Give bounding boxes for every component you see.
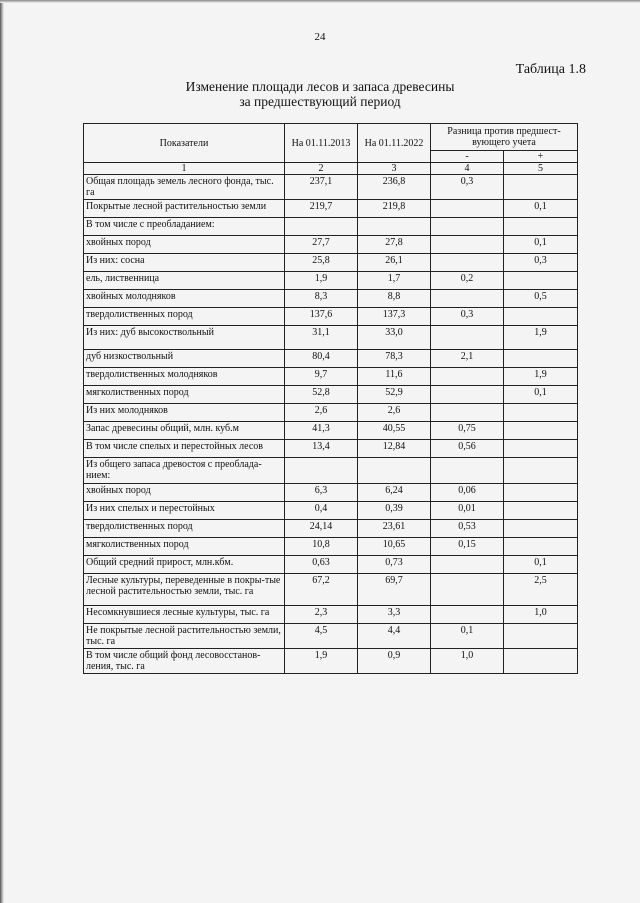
table-row bbox=[84, 606, 578, 624]
diff-plus bbox=[504, 440, 578, 458]
value-2022 bbox=[358, 218, 431, 236]
value-2013: 25,8 bbox=[285, 254, 358, 272]
row-label: твердолиственных пород bbox=[84, 308, 285, 326]
col-index: 5 bbox=[504, 163, 578, 175]
header-plus: + bbox=[504, 151, 578, 163]
header-2022: На 01.11.2022 bbox=[358, 124, 431, 163]
table-row bbox=[84, 556, 578, 574]
title-line-2: за предшествующий период bbox=[239, 94, 401, 109]
table-row bbox=[84, 272, 578, 290]
value-2013: 1,9 bbox=[285, 272, 358, 290]
value-2022: 2,6 bbox=[358, 404, 431, 422]
value-2022: 3,3 bbox=[358, 606, 431, 624]
diff-minus: 0,01 bbox=[431, 502, 504, 520]
value-2022: 10,65 bbox=[358, 538, 431, 556]
value-2022: 1,7 bbox=[358, 272, 431, 290]
value-2013: 2,6 bbox=[285, 404, 358, 422]
diff-plus bbox=[504, 649, 578, 674]
diff-minus bbox=[431, 386, 504, 404]
diff-minus: 0,75 bbox=[431, 422, 504, 440]
diff-plus: 0,1 bbox=[504, 386, 578, 404]
table-row bbox=[84, 326, 578, 350]
row-label: Несомкнувшиеся лесные культуры, тыс. га bbox=[84, 606, 285, 624]
row-label: твердолиственных пород bbox=[84, 520, 285, 538]
row-label: В том числе спелых и перестойных лесов bbox=[84, 440, 285, 458]
diff-minus: 2,1 bbox=[431, 350, 504, 368]
table-row bbox=[84, 458, 578, 484]
value-2013: 27,7 bbox=[285, 236, 358, 254]
value-2022: 4,4 bbox=[358, 624, 431, 649]
table-row bbox=[84, 386, 578, 404]
scan-edge-top bbox=[0, 0, 640, 3]
row-label: Покрытые лесной растительностью земли bbox=[84, 200, 285, 218]
diff-minus: 0,06 bbox=[431, 484, 504, 502]
row-label: мягколиственных пород bbox=[84, 538, 285, 556]
value-2022: 0,73 bbox=[358, 556, 431, 574]
value-2022: 78,3 bbox=[358, 350, 431, 368]
page-number: 24 bbox=[314, 31, 326, 43]
header-minus: - bbox=[431, 151, 504, 163]
row-label: Лесные культуры, переведенные в покры-тые лесной растительностью земли, тыс. га bbox=[84, 574, 285, 606]
value-2022 bbox=[358, 458, 431, 484]
value-2022: 23,61 bbox=[358, 520, 431, 538]
diff-plus bbox=[504, 458, 578, 484]
row-label: Из общего запаса древостоя с преоблада-нием: bbox=[84, 458, 285, 484]
value-2022: 69,7 bbox=[358, 574, 431, 606]
diff-minus bbox=[431, 200, 504, 218]
value-2013: 13,4 bbox=[285, 440, 358, 458]
row-label: твердолиственных молодняков bbox=[84, 368, 285, 386]
diff-minus: 0,15 bbox=[431, 538, 504, 556]
diff-plus: 0,5 bbox=[504, 290, 578, 308]
column-index-row bbox=[84, 163, 578, 175]
diff-minus bbox=[431, 368, 504, 386]
row-label: хвойных молодняков bbox=[84, 290, 285, 308]
table-row bbox=[84, 484, 578, 502]
diff-plus bbox=[504, 404, 578, 422]
title-line-1: Изменение площади лесов и запаса древесины bbox=[185, 79, 455, 94]
diff-minus: 0,2 bbox=[431, 272, 504, 290]
value-2013: 137,6 bbox=[285, 308, 358, 326]
value-2013: 9,7 bbox=[285, 368, 358, 386]
value-2022: 33,0 bbox=[358, 326, 431, 350]
table-row bbox=[84, 200, 578, 218]
row-label: Общая площадь земель лесного фонда, тыс. га bbox=[84, 175, 285, 200]
value-2013: 80,4 bbox=[285, 350, 358, 368]
row-label: хвойных пород bbox=[84, 484, 285, 502]
table-row bbox=[84, 649, 578, 674]
value-2013: 237,1 bbox=[285, 175, 358, 200]
diff-plus: 1,0 bbox=[504, 606, 578, 624]
value-2013: 0,4 bbox=[285, 502, 358, 520]
diff-plus bbox=[504, 422, 578, 440]
diff-plus: 0,1 bbox=[504, 200, 578, 218]
value-2013: 1,9 bbox=[285, 649, 358, 674]
value-2022: 11,6 bbox=[358, 368, 431, 386]
diff-plus: 0,1 bbox=[504, 556, 578, 574]
row-label: Из них: дуб высокоствольный bbox=[84, 326, 285, 350]
diff-minus bbox=[431, 606, 504, 624]
value-2022: 12,84 bbox=[358, 440, 431, 458]
diff-plus bbox=[504, 308, 578, 326]
row-label: дуб низкоствольный bbox=[84, 350, 285, 368]
diff-plus: 1,9 bbox=[504, 368, 578, 386]
row-label: Не покрытые лесной растительностью земли, тыс. га bbox=[84, 624, 285, 649]
diff-plus: 0,1 bbox=[504, 236, 578, 254]
value-2022: 0,39 bbox=[358, 502, 431, 520]
row-label: В том числе общий фонд лесовосстанов-ления, тыс. га bbox=[84, 649, 285, 674]
diff-plus: 2,5 bbox=[504, 574, 578, 606]
value-2013: 24,14 bbox=[285, 520, 358, 538]
row-label: В том числе с преобладанием: bbox=[84, 218, 285, 236]
diff-plus bbox=[504, 520, 578, 538]
value-2022: 27,8 bbox=[358, 236, 431, 254]
table-row bbox=[84, 218, 578, 236]
row-label: мягколиственных пород bbox=[84, 386, 285, 404]
value-2013: 41,3 bbox=[285, 422, 358, 440]
value-2022: 219,8 bbox=[358, 200, 431, 218]
table-body bbox=[84, 175, 578, 674]
value-2013: 31,1 bbox=[285, 326, 358, 350]
diff-plus bbox=[504, 272, 578, 290]
value-2022: 137,3 bbox=[358, 308, 431, 326]
value-2022: 236,8 bbox=[358, 175, 431, 200]
diff-minus: 0,3 bbox=[431, 175, 504, 200]
value-2013: 10,8 bbox=[285, 538, 358, 556]
value-2013: 67,2 bbox=[285, 574, 358, 606]
diff-minus bbox=[431, 574, 504, 606]
forest-area-table bbox=[83, 123, 578, 674]
row-label: Из них спелых и перестойных bbox=[84, 502, 285, 520]
value-2013: 6,3 bbox=[285, 484, 358, 502]
value-2013: 219,7 bbox=[285, 200, 358, 218]
value-2022: 6,24 bbox=[358, 484, 431, 502]
diff-minus bbox=[431, 556, 504, 574]
table-row bbox=[84, 520, 578, 538]
diff-minus bbox=[431, 290, 504, 308]
diff-plus bbox=[504, 218, 578, 236]
value-2022: 0,9 bbox=[358, 649, 431, 674]
table-row bbox=[84, 404, 578, 422]
row-label: хвойных пород bbox=[84, 236, 285, 254]
table-row bbox=[84, 440, 578, 458]
diff-plus bbox=[504, 175, 578, 200]
header-difference: Разница против предшест-вующего учета bbox=[431, 124, 578, 151]
value-2022: 26,1 bbox=[358, 254, 431, 272]
diff-plus bbox=[504, 624, 578, 649]
value-2013 bbox=[285, 218, 358, 236]
table-label: Таблица 1.8 bbox=[515, 62, 586, 77]
value-2013: 4,5 bbox=[285, 624, 358, 649]
diff-plus: 0,3 bbox=[504, 254, 578, 272]
diff-minus bbox=[431, 254, 504, 272]
col-index: 1 bbox=[84, 163, 285, 175]
diff-plus bbox=[504, 484, 578, 502]
header-2013: На 01.11.2013 bbox=[285, 124, 358, 163]
value-2013: 8,3 bbox=[285, 290, 358, 308]
diff-minus: 1,0 bbox=[431, 649, 504, 674]
row-label: Запас древесины общий, млн. куб.м bbox=[84, 422, 285, 440]
col-index: 4 bbox=[431, 163, 504, 175]
table-title bbox=[0, 79, 640, 109]
diff-minus: 0,1 bbox=[431, 624, 504, 649]
col-index: 3 bbox=[358, 163, 431, 175]
diff-minus: 0,3 bbox=[431, 308, 504, 326]
diff-minus bbox=[431, 458, 504, 484]
table-row bbox=[84, 502, 578, 520]
diff-minus: 0,56 bbox=[431, 440, 504, 458]
diff-plus: 1,9 bbox=[504, 326, 578, 350]
diff-plus bbox=[504, 502, 578, 520]
value-2013: 2,3 bbox=[285, 606, 358, 624]
value-2013: 52,8 bbox=[285, 386, 358, 404]
diff-plus bbox=[504, 350, 578, 368]
table-row bbox=[84, 350, 578, 368]
value-2022: 8,8 bbox=[358, 290, 431, 308]
diff-minus bbox=[431, 404, 504, 422]
value-2022: 40,55 bbox=[358, 422, 431, 440]
row-label: ель, лиственница bbox=[84, 272, 285, 290]
table-row bbox=[84, 236, 578, 254]
diff-minus bbox=[431, 236, 504, 254]
table-row bbox=[84, 538, 578, 556]
table-row bbox=[84, 422, 578, 440]
scan-edge bbox=[0, 0, 4, 903]
table-row bbox=[84, 290, 578, 308]
table-row bbox=[84, 624, 578, 649]
diff-minus bbox=[431, 218, 504, 236]
table-row bbox=[84, 254, 578, 272]
table-row bbox=[84, 175, 578, 200]
table-row bbox=[84, 368, 578, 386]
value-2022: 52,9 bbox=[358, 386, 431, 404]
row-label: Из них молодняков bbox=[84, 404, 285, 422]
header-indicators: Показатели bbox=[84, 124, 285, 163]
value-2013: 0,63 bbox=[285, 556, 358, 574]
table-row bbox=[84, 574, 578, 606]
diff-plus bbox=[504, 538, 578, 556]
diff-minus bbox=[431, 326, 504, 350]
row-label: Из них: сосна bbox=[84, 254, 285, 272]
diff-minus: 0,53 bbox=[431, 520, 504, 538]
col-index: 2 bbox=[285, 163, 358, 175]
table-row bbox=[84, 308, 578, 326]
value-2013 bbox=[285, 458, 358, 484]
row-label: Общий средний прирост, млн.кбм. bbox=[84, 556, 285, 574]
